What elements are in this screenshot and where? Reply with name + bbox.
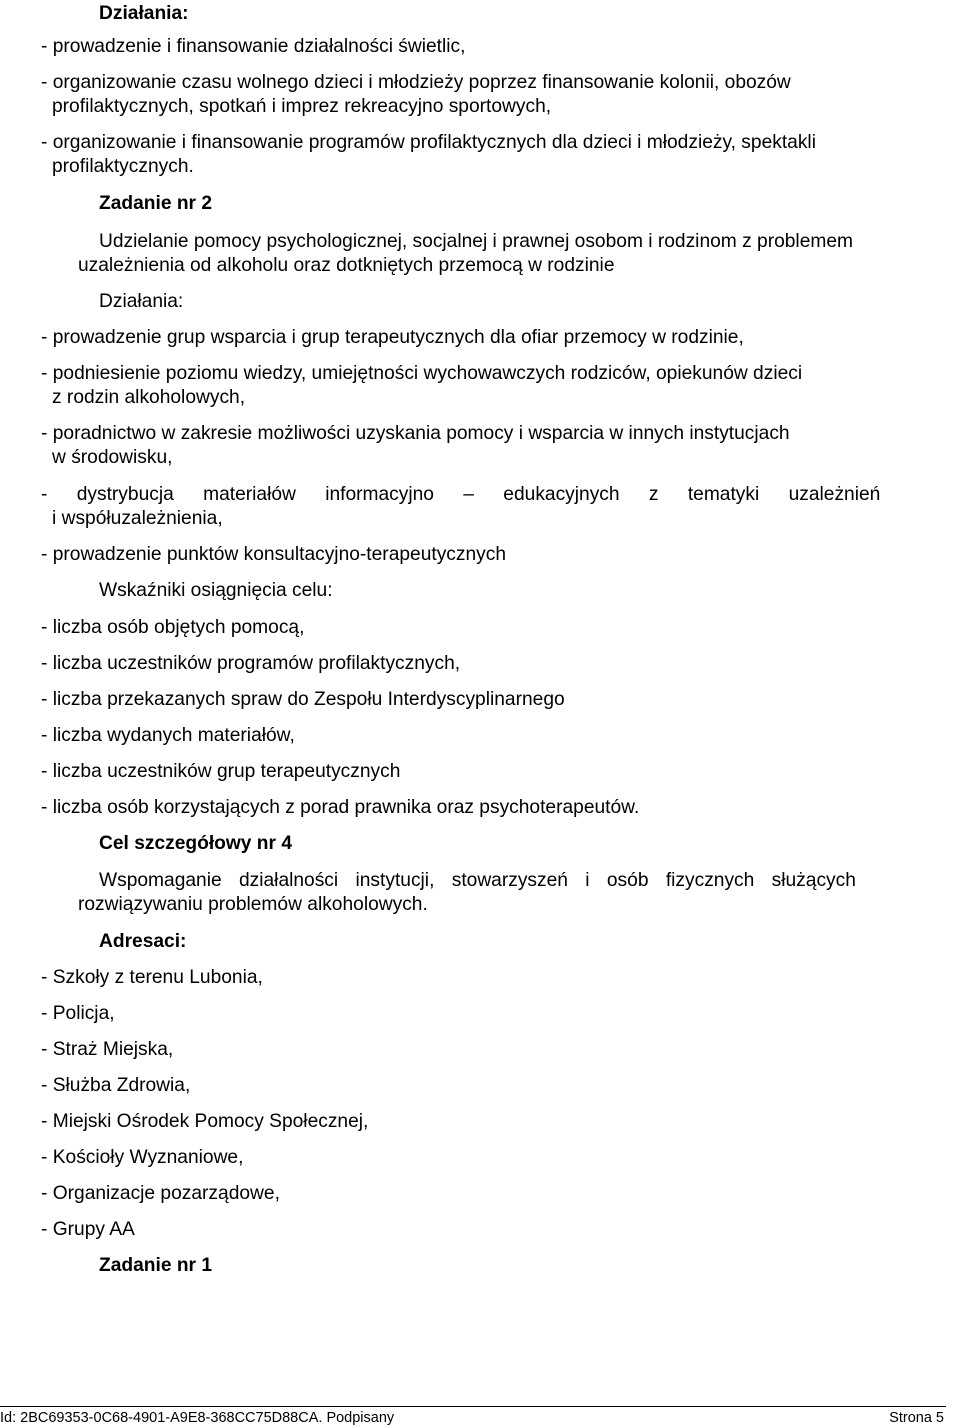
list-item: - prowadzenie i finansowanie działalności świetlic, xyxy=(41,36,466,57)
indicator-item: - liczba przekazanych spraw do Zespołu Interdyscyplinarnego xyxy=(41,689,565,710)
section-heading-actions: Działania: xyxy=(99,3,189,24)
addressee-item: - Straż Miejska, xyxy=(41,1039,174,1060)
goal-heading: Cel szczegółowy nr 4 xyxy=(99,833,292,854)
task-heading: Zadanie nr 2 xyxy=(99,193,213,214)
list-item-text: - organizowanie czasu wolnego dzieci i młodzieży poprzez finansowanie kolonii, obozów xyxy=(41,72,791,93)
indicator-item: - liczba uczestników programów profilaktycznych, xyxy=(41,653,461,674)
indicator-item: - liczba wydanych materiałów, xyxy=(41,725,295,746)
addressee-item: - Kościoły Wyznaniowe, xyxy=(41,1147,244,1168)
list-item-continuation: profilaktycznych. xyxy=(52,156,194,177)
addressee-item: - Policja, xyxy=(41,1003,115,1024)
task-heading: Zadanie nr 1 xyxy=(99,1255,213,1276)
action-item-continuation: z rodzin alkoholowych, xyxy=(52,387,246,408)
action-item-continuation: i współuzależnienia, xyxy=(52,508,223,529)
action-item: - dystrybucja materiałów informacyjno – edukacyjnych z tematyki uzależnień xyxy=(41,484,881,505)
action-item: - poradnictwo w zakresie możliwości uzyskania pomocy i wsparcia w innych instytucjach xyxy=(41,423,790,444)
addressee-item: - Szkoły z terenu Lubonia, xyxy=(41,967,263,988)
list-item xyxy=(41,71,959,95)
task-description: Udzielanie pomocy psychologicznej, socjalnej i prawnej osobom i rodzinom z problemem xyxy=(99,231,853,252)
action-item-continuation: w środowisku, xyxy=(52,447,173,468)
addressee-item: - Grupy AA xyxy=(41,1219,135,1240)
page-number: Strona 5 xyxy=(889,1410,944,1426)
action-item: - podniesienie poziomu wiedzy, umiejętności wychowawczych rodziców, opiekunów dzieci xyxy=(41,363,803,384)
indicators-heading: Wskaźniki osiągnięcia celu: xyxy=(99,580,333,601)
list-item-continuation: profilaktycznych, spotkań i imprez rekreacyjno sportowych, xyxy=(52,96,552,117)
indicator-item: - liczba uczestników grup terapeutycznych xyxy=(41,761,401,782)
document-id: Id: 2BC69353-0C68-4901-A9E8-368CC75D88CA. Podpisany xyxy=(0,1410,395,1426)
goal-description-continuation: rozwiązywaniu problemów alkoholowych. xyxy=(78,894,428,915)
action-item: - prowadzenie punktów konsultacyjno-terapeutycznych xyxy=(41,544,507,565)
addressee-item: - Służba Zdrowia, xyxy=(41,1075,191,1096)
actions-heading: Działania: xyxy=(99,291,184,312)
list-item: - organizowanie i finansowanie programów profilaktycznych dla dzieci i młodzieży, spektakli xyxy=(41,132,816,153)
goal-description: Wspomaganie działalności instytucji, stowarzyszeń i osób fizycznych służących xyxy=(99,870,856,891)
indicator-item: - liczba osób korzystających z porad prawnika oraz psychoterapeutów. xyxy=(41,797,640,818)
indicator-item: - liczba osób objętych pomocą, xyxy=(41,617,305,638)
task-description-continuation: uzależnienia od alkoholu oraz dotkniętych przemocą w rodzinie xyxy=(78,255,615,276)
addressee-item: - Miejski Ośrodek Pomocy Społecznej, xyxy=(41,1111,369,1132)
action-item: - prowadzenie grup wsparcia i grup terapeutycznych dla ofiar przemocy w rodzinie, xyxy=(41,327,744,348)
addressees-heading: Adresaci: xyxy=(99,931,187,952)
addressee-item: - Organizacje pozarządowe, xyxy=(41,1183,280,1204)
footer-divider xyxy=(0,1406,946,1407)
